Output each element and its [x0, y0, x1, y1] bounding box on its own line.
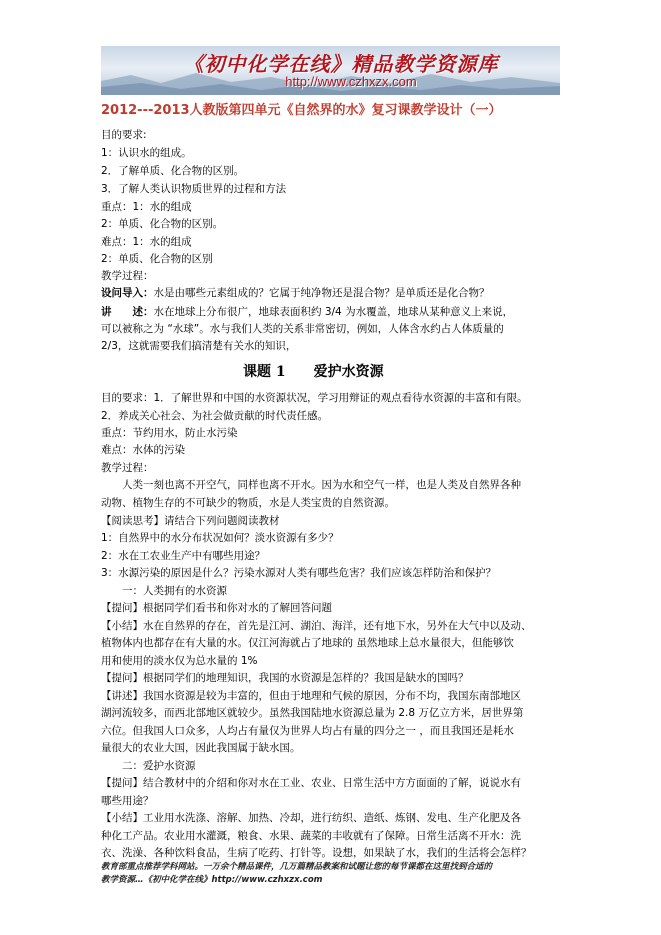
hook-text: 水是由哪些元素组成的？它属于纯净物还是混合物？是单质还是化合物？ [153, 287, 490, 299]
lesson-name: 爱护水资源 [313, 364, 384, 380]
lesson-number: 课题 1 [243, 364, 286, 380]
explain-line: 量很大的农业大国，因此我国属于缺水国。 [101, 742, 301, 754]
summary-line: 用和使用的淡水仅为总水量的 1% [101, 655, 258, 667]
ask-line: 【提问】结合教材中的介绍和你对水在工业、农业、日常生活中方方面面的了解，说说水有 [101, 777, 521, 789]
lesson-goal-line: 目的要求：1．了解世界和中国的水资源状况，学习用辩证的观点看待水资源的丰富和有限。 [101, 392, 528, 404]
ask-line: 【提问】根据同学们的地理知识，我国的水资源是怎样的？我国是缺水的国吗？ [101, 672, 469, 684]
lesson-goal-line: 2．养成关心社会、为社会做贡献的时代责任感。 [101, 410, 329, 422]
summary-line: 衣、洗澡、各种饮料食品，生病了吃药、打针等。设想，如果缺了水，我们的生活将会怎样？ [101, 847, 532, 859]
difficulty: 难点：1：水的组成 [101, 236, 192, 248]
explain-line: 湖河流较多，而西北部地区就较少。虽然我国陆地水资源总量为 2.8 万亿立方米，居世界第 [101, 707, 524, 719]
hook-question [101, 286, 490, 300]
summary-line: 【小结】工业用水洗涤、溶解、加热、冷却，进行纺织、造纸、炼钢、发电、生产化肥及各 [101, 812, 521, 824]
section-heading: 一：人类拥有的水资源 [101, 585, 227, 597]
difficulty: 2：单质、化合物的区别 [101, 253, 213, 265]
lesson-difficulty: 难点：水体的污染 [101, 444, 185, 456]
goals-label: 目的要求: [101, 129, 147, 141]
reading-prompt: 【阅读思考】请结合下列问题阅读教材 [101, 515, 280, 527]
lesson-heading [243, 361, 412, 381]
lecture-label: 讲 述： [101, 306, 154, 318]
ask-line: 【提问】根据同学们看书和你对水的了解回答问题 [101, 602, 332, 614]
summary-line: 【小结】水在自然界的存在，首先是江河、湖泊、海洋，还有地下水，另外在大气中以及动、 [101, 620, 532, 632]
explain-line: 【讲述】我国水资源是较为丰富的，但由于地理和气候的原因，分布不均，我国东南部地区 [101, 690, 521, 702]
summary-line: 植物体内也都存在有大量的水。仅江河海就占了地球的 虽然地球上总水量很大，但能够饮 [101, 637, 514, 649]
key-point: 重点：1：水的组成 [101, 201, 192, 213]
goal-item: 3．了解人类认识物质世界的过程和方法 [101, 183, 287, 195]
summary-line: 种化工产品。农业用水灌溉，粮食、水果、蔬菜的丰收就有了保障。日常生活离不开水：洗 [101, 830, 521, 842]
goal-item: 1：认识水的组成。 [101, 147, 192, 159]
lesson-key-point: 重点：节约用水，防止水污染 [101, 427, 238, 439]
key-point: 2：单质、化合物的区别。 [101, 218, 224, 230]
banner-title: 《初中化学在线》精品教学资源库 [183, 52, 499, 76]
explain-line: 六位。但我国人口众多，人均占有量仅为世界人均占有量的四分之一 ，而且我国还是耗水 [101, 725, 514, 737]
hook-label: 设问导入： [101, 287, 154, 299]
section-heading: 二：爱护水资源 [101, 760, 196, 772]
lecture-line: 可以被称之为 “水球”。水与我们人类的关系非常密切，例如，人体含水约占人体质量的 [101, 323, 504, 335]
question-item: 3：水源污染的原因是什么？污染水源对人类有哪些危害？我们应该怎样防治和保护？ [101, 567, 497, 579]
lecture-line: 2/3，这就需要我们搞清楚有关水的知识， [101, 340, 297, 352]
question-item: 2：水在工农业生产中有哪些用途？ [101, 550, 266, 562]
paragraph-line: 动物、植物生存的不可缺少的物质，水是人类宝贵的自然资源。 [101, 497, 395, 509]
lecture-line [101, 305, 513, 319]
footer-line[interactable]: 教学资源…《初中化学在线》http://www.czhxzx.com [101, 875, 323, 885]
document-title: 2012---2013人教版第四单元《自然界的水》复习课教学设计（一） [101, 103, 502, 118]
question-item: 1：自然界中的水分布状况如何？淡水资源有多少？ [101, 532, 339, 544]
lesson-process-label: 教学过程： [101, 462, 154, 474]
ask-line: 哪些用途？ [101, 795, 154, 807]
footer-line: 教育部重点推荐学科网站。一万余个精品课件，几万篇精品教案和试题让您的每节课都在这里找到合适的 [101, 862, 493, 872]
goal-item: 2．了解单质、化合物的区别。 [101, 165, 245, 177]
banner-url[interactable]: http://www.czhxzx.com [285, 74, 417, 89]
paragraph-line: 人类一刻也离不开空气，同样也离不开水。因为水和空气一样，也是人类及自然界各种 [101, 479, 521, 491]
lecture-text: 水在地球上分布很广，地球表面积约 3/4 为水覆盖，地球从某种意义上来说， [153, 306, 514, 318]
process-label: 教学过程： [101, 270, 154, 282]
banner [101, 46, 560, 95]
